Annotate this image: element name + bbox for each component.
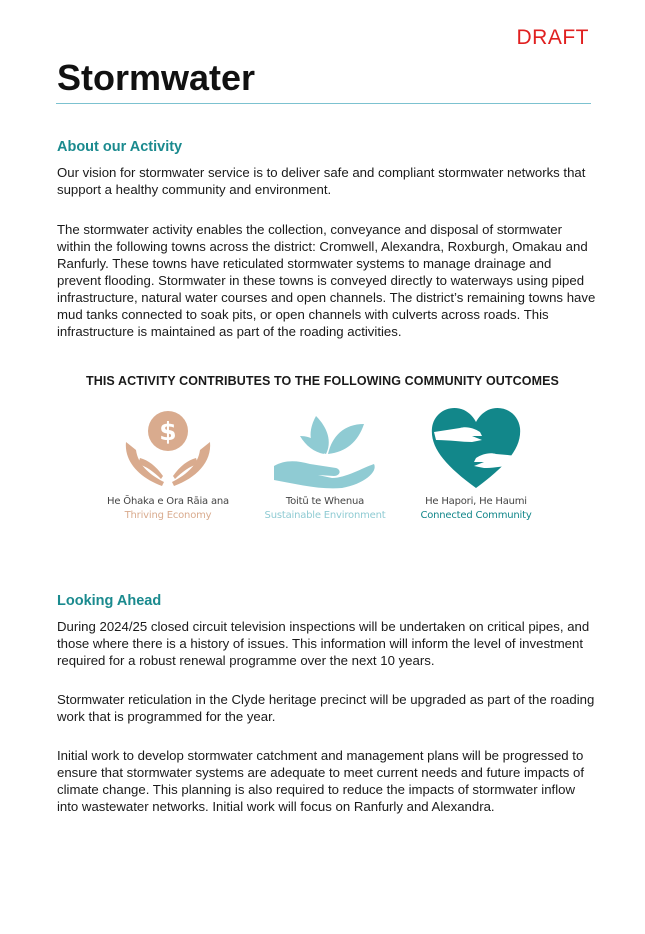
hands-dollar-icon: [118, 402, 218, 492]
outcome-english-label: Connected Community: [420, 510, 532, 521]
outcomes-heading: THIS ACTIVITY CONTRIBUTES TO THE FOLLOWING COMMUNITY OUTCOMES: [86, 374, 559, 388]
page-title: Stormwater: [57, 57, 256, 98]
svg-text:$: $: [159, 417, 177, 446]
looking-ahead-paragraph: Stormwater reticulation in the Clyde heritage precinct will be upgraded as part of the roading work that is programmed for the year.: [57, 692, 595, 724]
outcome-maori-label: He Ōhaka e Ora Rāia ana: [107, 496, 229, 507]
outcome-sustainable-environment: [245, 402, 405, 521]
about-paragraph: Our vision for stormwater service is to deliver safe and compliant stormwater networks that support a healthy community and environment.: [57, 165, 586, 197]
outcome-english-label: Sustainable Environment: [264, 510, 386, 521]
outcome-thriving-economy: [88, 402, 248, 521]
outcome-connected-community: [396, 402, 556, 521]
hand-leaves-icon: [270, 402, 380, 492]
title-divider: [56, 103, 591, 104]
looking-ahead-paragraph: Initial work to develop stormwater catchment and management plans will be progressed to ensure that stormwater systems are adequate to meet current needs and future impacts of climate change. This planning is also required to reduce the impacts of stormwater inflow into wastewater networks. Initial work will focus on Ranfurly and Alexandra.: [57, 748, 585, 814]
looking-ahead-heading: Looking Ahead: [57, 593, 162, 609]
outcome-english-label: Thriving Economy: [124, 510, 212, 521]
heart-hands-icon: [426, 402, 526, 492]
about-paragraph: The stormwater activity enables the collection, conveyance and disposal of stormwater within the following towns across the district: Cromwell, Alexandra, Roxburgh, Omakau and Ranfurly. These towns have reticulated stormwater systems to manage drainage and prevent flooding. Stormwater in these towns is conveyed directly to waterways using piped infrastructure, natural water courses and open channels. The district’s remaining towns have mud tanks connected to soak pits, or open channels with culverts across roads. This infrastructure is maintained as part of the roading activities.: [57, 222, 596, 339]
looking-ahead-paragraph: During 2024/25 closed circuit television inspections will be undertaken on critical pipes, and those where there is a history of issues. This information will inform the level of investment required for a robust renewal programme over the next 10 years.: [57, 619, 590, 668]
outcome-maori-label: He Hapori, He Haumi: [425, 496, 527, 507]
outcome-maori-label: Toitū te Whenua: [285, 496, 365, 507]
about-heading: About our Activity: [57, 139, 183, 155]
draft-watermark: DRAFT: [516, 26, 589, 49]
